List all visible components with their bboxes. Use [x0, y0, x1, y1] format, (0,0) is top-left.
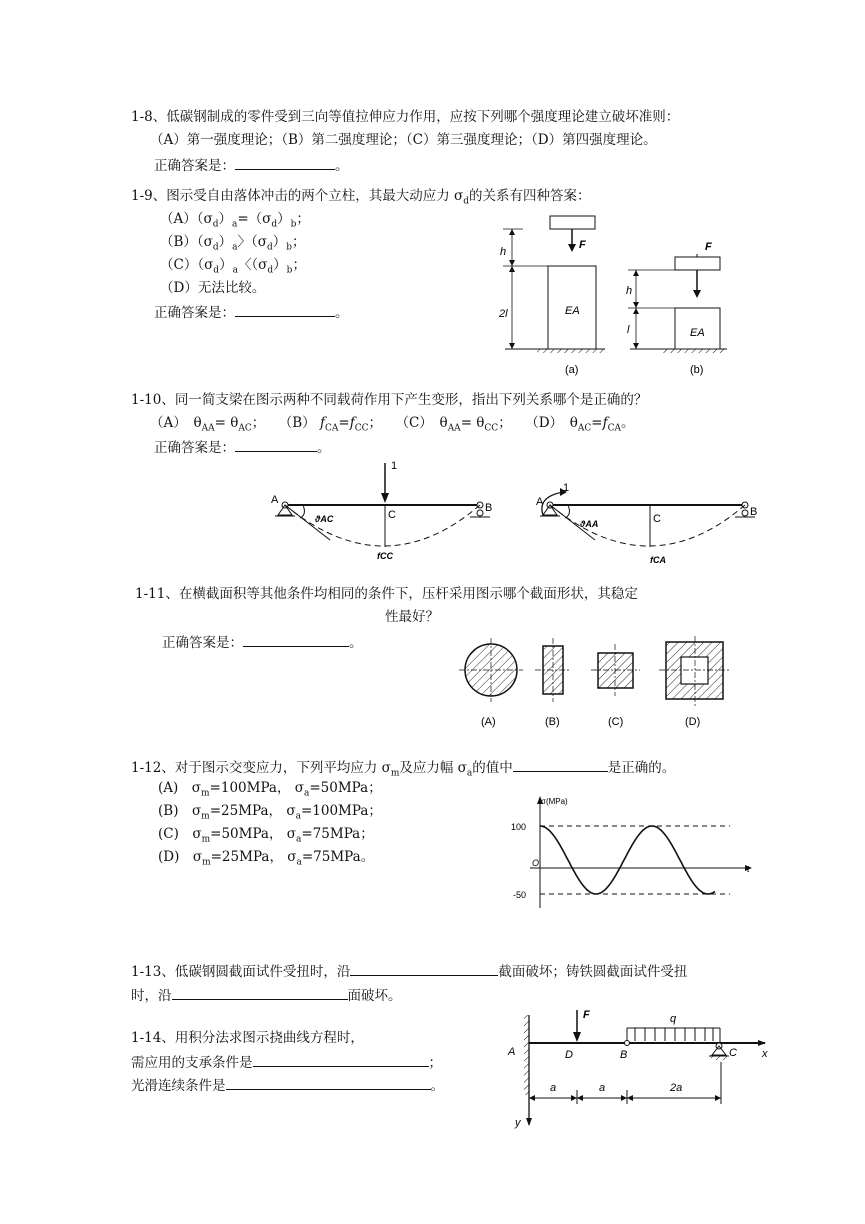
q112-stem: 1-12、对于图示交变应力，下列平均应力 $\sigma_m$及应力幅 $\sigma_a$的值中 是正确的。 — [131, 757, 675, 783]
svg-text:2a: 2a — [670, 1082, 683, 1094]
q113-line2: 时，沿 面破坏。 — [131, 985, 402, 1005]
punct: 。 — [335, 158, 349, 174]
q19-option-b: $(B)(\sigma_d)_a$〉$(\sigma_d)_b$； — [160, 234, 306, 253]
svg-text:ϑAA: ϑAA — [580, 519, 599, 529]
q18-answer-blank[interactable] — [235, 155, 335, 170]
q113-blank-1[interactable] — [350, 961, 498, 976]
svg-text:EA: EA — [565, 305, 580, 317]
ytick-100: 100 — [511, 822, 527, 832]
svg-text:a: a — [550, 1082, 557, 1094]
q113-line1: 1-13、低碳钢圆截面试件受扭时，沿 截面破坏；铸铁圆截面试件受扭 — [131, 961, 687, 981]
q112-answer-blank[interactable] — [513, 757, 608, 772]
svg-text:a: a — [599, 1082, 606, 1094]
svg-text:2l: 2l — [499, 308, 508, 320]
q19-option-d: （D）无法比较。 — [160, 280, 266, 296]
q114-blank-2[interactable] — [226, 1075, 431, 1090]
cantilever-beam-figure — [500, 1000, 775, 1135]
q19-answer-row: 正确答案是： 。 — [154, 302, 349, 322]
svg-text:(b): (b) — [690, 364, 704, 376]
svg-text:C: C — [653, 513, 661, 525]
svg-text:(C): (C) — [608, 716, 624, 728]
alternating-stress-chart — [505, 790, 755, 910]
svg-text:(A): (A) — [481, 716, 496, 728]
q19-answer-blank[interactable] — [235, 302, 335, 317]
q112-option-b: (B) $\sigma_m=25MPa$， $\sigma_a=100MPa$； — [158, 803, 382, 822]
q110-stem: 1-10、同一简支梁在图示两种不同载荷作用下产生变形，指出下列关系哪个是正确的？ — [131, 392, 648, 408]
svg-text:A: A — [536, 496, 544, 508]
svg-text:(B): (B) — [545, 716, 560, 728]
svg-text:fCA: fCA — [650, 555, 666, 565]
falling-weight-a — [550, 216, 595, 229]
x-axis-label: t — [747, 864, 750, 874]
q19-option-a: $(A)(\sigma_d)_a=(\sigma_d)_b$； — [160, 211, 310, 230]
q111-stem-2: 性最好？ — [385, 609, 439, 625]
q114-blank-1[interactable] — [253, 1052, 429, 1067]
svg-text:y: y — [515, 1117, 521, 1129]
svg-text:C: C — [729, 1047, 737, 1059]
q18-answer-row — [154, 155, 349, 175]
svg-text:C: C — [388, 509, 396, 521]
q110-options: （A） $\theta_{AA}= \theta_{AC}$； （B） $f_{CA}=f_{CC}$； （C） $\theta_{AA}= \theta_{CC}$； （D） $\theta_{AC}=f_{CA}$。 — [150, 415, 635, 434]
svg-text:(D): (D) — [685, 716, 701, 728]
section-square — [598, 653, 633, 688]
svg-text:F: F — [579, 239, 586, 251]
svg-text:F: F — [583, 1009, 590, 1021]
falling-weight-b — [675, 257, 720, 270]
svg-text:B: B — [750, 506, 758, 518]
cross-sections-figure — [455, 636, 730, 736]
q111-answer-row: 正确答案是： 。 — [162, 632, 363, 652]
svg-text:B: B — [620, 1049, 628, 1061]
answer-label: 正确答案是： — [154, 158, 235, 174]
q110-answer-blank[interactable] — [235, 437, 317, 452]
svg-text:EA: EA — [690, 327, 705, 339]
svg-text:x: x — [762, 1048, 768, 1060]
stress-curve — [540, 826, 715, 894]
svg-text:1: 1 — [391, 460, 398, 472]
impact-columns-figure — [495, 210, 745, 380]
simply-supported-beams-figure — [265, 455, 765, 570]
origin-label: O — [532, 858, 540, 868]
y-axis-label: σ(MPa) — [541, 797, 568, 806]
svg-text:1: 1 — [563, 482, 570, 494]
q19-option-c: $(C)(\sigma_d)_a$〈$(\sigma_d)_b$； — [160, 257, 306, 276]
svg-text:l: l — [627, 324, 630, 336]
svg-text:A: A — [508, 1046, 516, 1058]
q19-stem: 1-9、图示受自由落体冲击的两个立柱，其最大动应力 $\sigma_d$的关系有四种答案： — [131, 188, 591, 207]
q111-stem-1: 1-11、在横截面积等其他条件均相同的条件下，压杆采用图示哪个截面形状，其稳定 — [135, 586, 638, 602]
q114-line1: 1-14、用积分法求图示挠曲线方程时， — [131, 1030, 364, 1046]
q18-stem: 1-8、低碳钢制成的零件受到三向等值拉伸应力作用，应按下列哪个强度理论建立破坏准则： — [131, 109, 680, 125]
svg-text:h: h — [500, 246, 507, 258]
q114-line2: 需应用的支承条件是 ； — [131, 1052, 442, 1072]
q112-option-a: (A) $\sigma_m=100MPa$， $\sigma_a=50MPa$； — [158, 780, 382, 799]
q111-answer-blank[interactable] — [243, 632, 349, 647]
q18-options: （A）第一强度理论；（B）第二强度理论；（C）第三强度理论；（D）第四强度理论。 — [150, 132, 657, 148]
q112-option-c: (C) $\sigma_m=50MPa$， $\sigma_a=75MPa$； — [158, 826, 374, 845]
svg-text:fCC: fCC — [377, 551, 393, 561]
ytick-neg50: -50 — [513, 890, 527, 900]
svg-text:h: h — [626, 285, 633, 297]
svg-text:q: q — [670, 1013, 677, 1025]
svg-text:(a): (a) — [565, 364, 579, 376]
q110-answer-row: 正确答案是： 。 — [154, 437, 331, 457]
svg-text:A: A — [271, 494, 279, 506]
svg-text:ϑAC: ϑAC — [315, 514, 334, 524]
q114-line3: 光滑连续条件是 。 — [131, 1075, 444, 1095]
q113-blank-2[interactable] — [172, 985, 348, 1000]
q112-option-d: (D) $\sigma_m=25MPa$， $\sigma_a=75MPa$。 — [158, 849, 375, 868]
svg-text:D: D — [565, 1049, 573, 1061]
svg-text:F: F — [705, 241, 712, 253]
svg-text:B: B — [485, 502, 493, 514]
